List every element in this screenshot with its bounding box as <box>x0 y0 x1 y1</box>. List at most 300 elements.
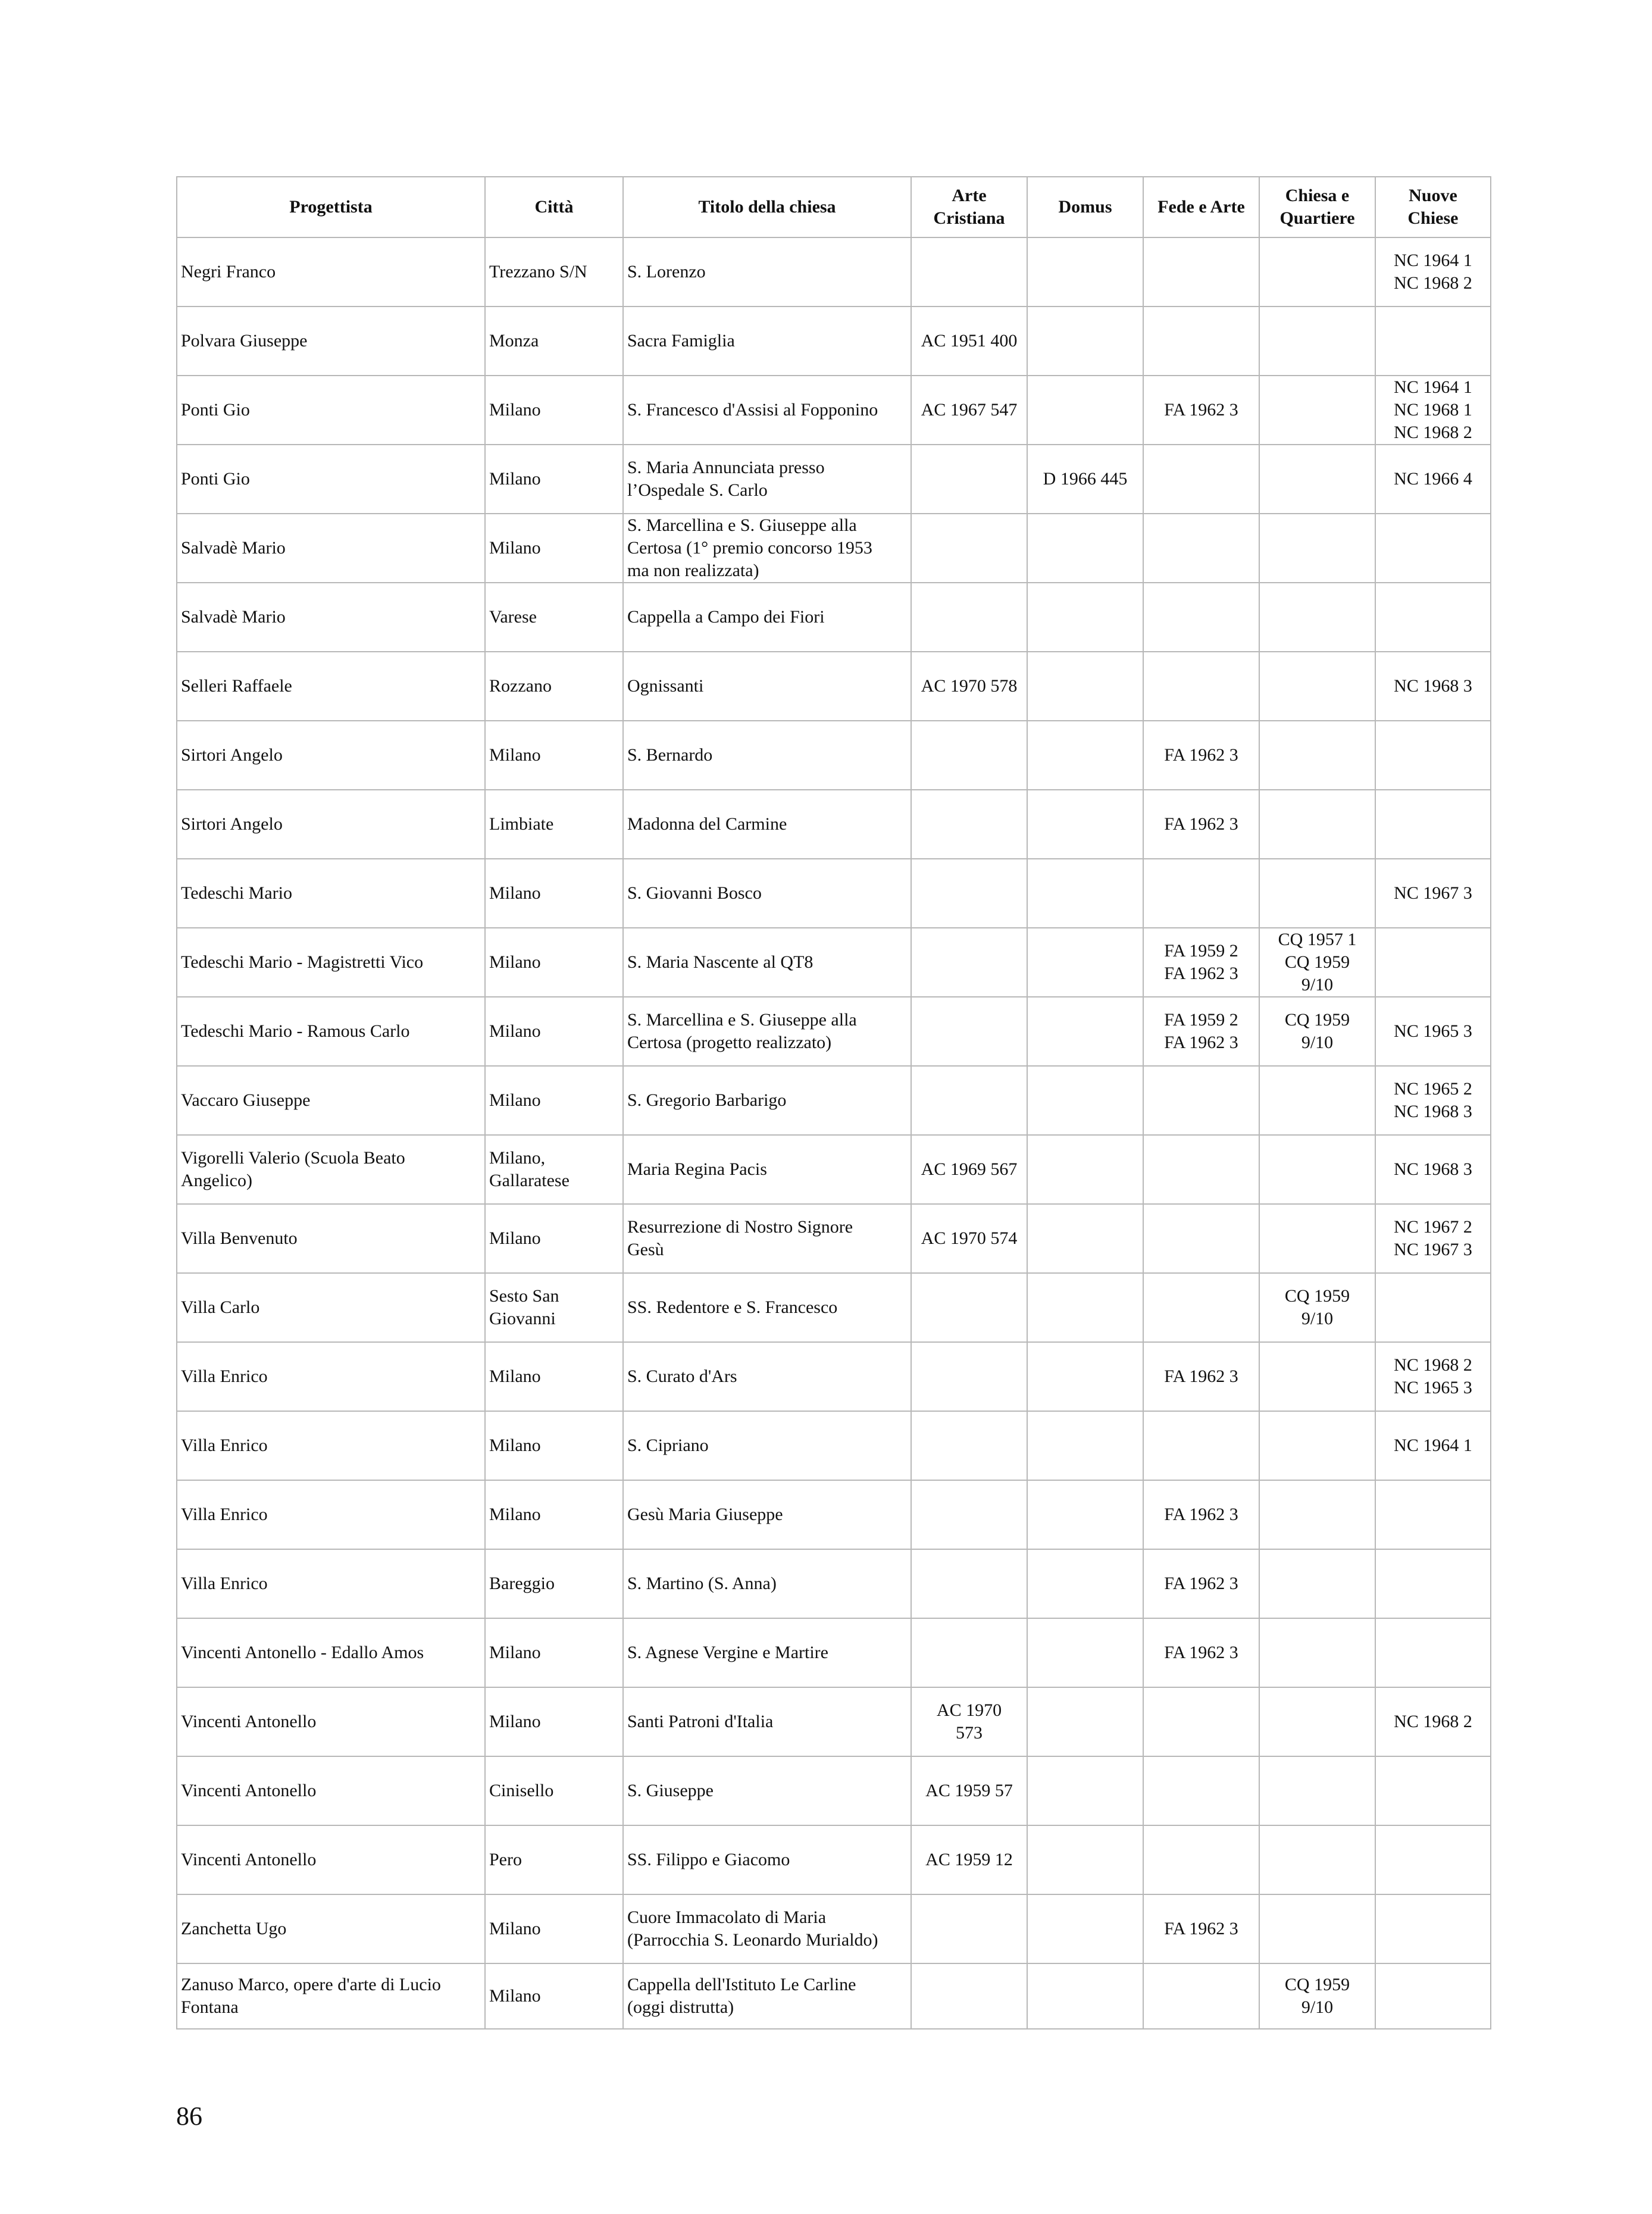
table-cell <box>623 652 911 721</box>
table-cell <box>1259 1204 1375 1273</box>
table-cell <box>485 652 623 721</box>
table-cell <box>1027 376 1143 445</box>
table-cell <box>485 445 623 514</box>
table-cell <box>485 1204 623 1273</box>
table-cell <box>911 307 1027 376</box>
table-cell <box>1259 790 1375 859</box>
cell-text: AC 1970 573 <box>936 1700 1002 1743</box>
table-cell <box>623 859 911 928</box>
column-header-label: Progettista <box>289 197 373 217</box>
table-cell <box>1375 1066 1491 1135</box>
table-cell <box>1027 859 1143 928</box>
table-cell <box>911 997 1027 1066</box>
table-cell <box>623 790 911 859</box>
table-cell <box>485 376 623 445</box>
cell-text: Sesto San Giovanni <box>489 1286 559 1328</box>
cell-text: Cuore Immacolato di Maria (Parrocchia S. Leonardo Murialdo) <box>627 1907 878 1950</box>
table-cell <box>485 1687 623 1756</box>
table-cell <box>1143 1825 1259 1894</box>
table-cell <box>1027 237 1143 307</box>
cell-text: Monza <box>489 331 539 351</box>
cell-text: Vincenti Antonello <box>181 1781 317 1800</box>
table-cell <box>1027 1480 1143 1549</box>
column-header-label: Nuove Chiese <box>1407 186 1459 228</box>
cell-text: Ponti Gio <box>181 400 250 420</box>
table-cell <box>1143 928 1259 997</box>
table-cell <box>1375 928 1491 997</box>
table-cell <box>1375 1204 1491 1273</box>
table-cell <box>485 997 623 1066</box>
cell-text: CQ 1959 9/10 <box>1284 1286 1350 1328</box>
cell-text: Tedeschi Mario <box>181 883 293 903</box>
table-row <box>177 1273 1491 1342</box>
cell-text: Milano <box>489 1228 541 1248</box>
cell-text: Milano <box>489 952 541 972</box>
table-cell <box>485 1618 623 1687</box>
table-cell <box>911 859 1027 928</box>
table-row <box>177 1549 1491 1618</box>
cell-text: Milano <box>489 883 541 903</box>
cell-text: FA 1962 3 <box>1164 1505 1238 1524</box>
table-cell <box>1375 1273 1491 1342</box>
table-row <box>177 1204 1491 1273</box>
cell-text: SS. Redentore e S. Francesco <box>627 1297 838 1317</box>
table-cell <box>1143 1342 1259 1411</box>
cell-text: FA 1962 3 <box>1164 745 1238 765</box>
table-cell <box>911 1342 1027 1411</box>
table-cell <box>177 1963 485 2029</box>
cell-text: Zanchetta Ugo <box>181 1919 287 1938</box>
table-cell <box>1143 1204 1259 1273</box>
page-number: 86 <box>176 2102 202 2131</box>
table-cell <box>177 583 485 652</box>
table-cell <box>1259 928 1375 997</box>
cell-text: Milano <box>489 1090 541 1110</box>
table-cell <box>1375 790 1491 859</box>
table-row <box>177 514 1491 583</box>
table-cell <box>1027 583 1143 652</box>
cell-text: Trezzano S/N <box>489 262 587 282</box>
table-cell <box>1259 1894 1375 1963</box>
table-cell <box>1027 1066 1143 1135</box>
table-cell <box>1375 1825 1491 1894</box>
table-row <box>177 652 1491 721</box>
table-cell <box>1259 1825 1375 1894</box>
table-cell <box>1143 1756 1259 1825</box>
cell-text: NC 1968 3 <box>1394 1159 1472 1179</box>
table-cell <box>177 1204 485 1273</box>
table-cell <box>911 1135 1027 1204</box>
table-cell <box>1143 997 1259 1066</box>
table-cell <box>1143 1273 1259 1342</box>
table-cell <box>1027 445 1143 514</box>
table-cell <box>1259 1756 1375 1825</box>
column-header-label: Città <box>534 197 574 217</box>
table-cell <box>623 1756 911 1825</box>
table-cell <box>1143 583 1259 652</box>
table-cell <box>911 1756 1027 1825</box>
cell-text: S. Gregorio Barbarigo <box>627 1090 787 1110</box>
table-cell <box>177 445 485 514</box>
cell-text: NC 1967 2 NC 1967 3 <box>1394 1217 1472 1259</box>
cell-text: Madonna del Carmine <box>627 814 787 834</box>
cell-text: Milano <box>489 745 541 765</box>
table-row <box>177 583 1491 652</box>
table-cell <box>485 1894 623 1963</box>
table-cell <box>623 376 911 445</box>
table-cell <box>623 1135 911 1204</box>
cell-text: Rozzano <box>489 676 552 696</box>
table-cell <box>485 1411 623 1480</box>
cell-text: FA 1962 3 <box>1164 400 1238 420</box>
table-cell <box>623 237 911 307</box>
table-row <box>177 376 1491 445</box>
cell-text: Maria Regina Pacis <box>627 1159 767 1179</box>
table-cell <box>1259 1618 1375 1687</box>
cell-text: Villa Enrico <box>181 1436 268 1455</box>
table-cell <box>485 514 623 583</box>
cell-text: Milano <box>489 469 541 489</box>
table-row <box>177 928 1491 997</box>
cell-text: Santi Patroni d'Italia <box>627 1712 774 1731</box>
cell-text: Cappella dell'Istituto Le Carline (oggi distrutta) <box>627 1975 856 2017</box>
cell-text: Villa Benvenuto <box>181 1228 298 1248</box>
table-cell <box>911 928 1027 997</box>
table-cell <box>1143 1894 1259 1963</box>
cell-text: Milano <box>489 1919 541 1938</box>
table-row <box>177 445 1491 514</box>
table-cell <box>911 1894 1027 1963</box>
table-cell <box>1375 1549 1491 1618</box>
cell-text: AC 1969 567 <box>921 1159 1018 1179</box>
table-cell <box>177 514 485 583</box>
cell-text: Ognissanti <box>627 676 704 696</box>
cell-text: FA 1962 3 <box>1164 1919 1238 1938</box>
table-cell <box>911 376 1027 445</box>
table-row <box>177 1411 1491 1480</box>
table-cell <box>485 1480 623 1549</box>
table-cell <box>1259 1066 1375 1135</box>
cell-text: S. Francesco d'Assisi al Fopponino <box>627 400 878 420</box>
table-cell <box>1375 1135 1491 1204</box>
table-cell <box>1259 652 1375 721</box>
table-cell <box>1259 307 1375 376</box>
table-cell <box>623 1273 911 1342</box>
table-cell <box>1259 1687 1375 1756</box>
column-header-label: Arte Cristiana <box>933 186 1005 228</box>
table-cell <box>485 237 623 307</box>
cell-text: Sacra Famiglia <box>627 331 735 351</box>
table-cell <box>1027 1204 1143 1273</box>
nuove-chiese-header <box>1375 177 1491 237</box>
cell-text: Milano <box>489 1021 541 1041</box>
table-cell <box>177 1480 485 1549</box>
table-cell <box>911 1066 1027 1135</box>
table-cell <box>1375 1411 1491 1480</box>
table-cell <box>1027 652 1143 721</box>
table-cell <box>177 1135 485 1204</box>
table-cell <box>177 1825 485 1894</box>
table-cell <box>1027 790 1143 859</box>
cell-text: Selleri Raffaele <box>181 676 292 696</box>
table-row <box>177 1825 1491 1894</box>
cell-text: Milano <box>489 1712 541 1731</box>
table-cell <box>1375 859 1491 928</box>
table-cell <box>1259 859 1375 928</box>
cell-text: NC 1964 1 NC 1968 1 NC 1968 2 <box>1394 377 1472 442</box>
cell-text: AC 1959 12 <box>925 1850 1013 1869</box>
cell-text: AC 1951 400 <box>921 331 1018 351</box>
table-cell <box>1143 1687 1259 1756</box>
cell-text: AC 1967 547 <box>921 400 1018 420</box>
table-cell <box>177 928 485 997</box>
cell-text: S. Bernardo <box>627 745 713 765</box>
table-header-row <box>177 177 1491 237</box>
table-cell <box>1143 1618 1259 1687</box>
cell-text: Milano <box>489 1366 541 1386</box>
table-cell <box>1259 997 1375 1066</box>
table-cell <box>1143 721 1259 790</box>
table-cell <box>177 376 485 445</box>
cell-text: AC 1970 578 <box>921 676 1018 696</box>
table-cell <box>1143 1135 1259 1204</box>
churches-table <box>176 176 1491 2030</box>
table-cell <box>1143 514 1259 583</box>
table-cell <box>911 1480 1027 1549</box>
table-cell <box>1375 1342 1491 1411</box>
table-cell <box>911 1618 1027 1687</box>
table-cell <box>623 1549 911 1618</box>
cell-text: Bareggio <box>489 1574 555 1593</box>
table-cell <box>1143 445 1259 514</box>
table-cell <box>1027 997 1143 1066</box>
cell-text: Limbiate <box>489 814 554 834</box>
table-cell <box>1375 997 1491 1066</box>
table-row <box>177 307 1491 376</box>
table-cell <box>177 307 485 376</box>
table-cell <box>177 1342 485 1411</box>
table-cell <box>623 928 911 997</box>
table-cell <box>623 1894 911 1963</box>
table-cell <box>1143 307 1259 376</box>
table-cell <box>1027 1687 1143 1756</box>
cell-text: NC 1965 2 NC 1968 3 <box>1394 1079 1472 1121</box>
table-cell <box>1259 514 1375 583</box>
table-cell <box>911 237 1027 307</box>
cell-text: Salvadè Mario <box>181 538 286 558</box>
table-cell <box>485 1963 623 2029</box>
cell-text: Milano <box>489 538 541 558</box>
table-cell <box>623 721 911 790</box>
table-body <box>177 237 1491 2029</box>
table-cell <box>177 1273 485 1342</box>
cell-text: Pero <box>489 1850 522 1869</box>
table-cell <box>177 859 485 928</box>
table-cell <box>1027 1135 1143 1204</box>
cell-text: Polvara Giuseppe <box>181 331 308 351</box>
cell-text: Milano <box>489 1505 541 1524</box>
cell-text: SS. Filippo e Giacomo <box>627 1850 790 1869</box>
cell-text: CQ 1959 9/10 <box>1284 1975 1350 2017</box>
cell-text: NC 1966 4 <box>1394 469 1472 489</box>
cell-text: Villa Enrico <box>181 1505 268 1524</box>
cell-text: Vincenti Antonello - Edallo Amos <box>181 1643 424 1662</box>
table-cell <box>911 1963 1027 2029</box>
cell-text: Milano <box>489 1436 541 1455</box>
table-cell <box>623 1342 911 1411</box>
cell-text: Milano <box>489 1986 541 2006</box>
cell-text: Milano <box>489 400 541 420</box>
table-cell <box>1027 1894 1143 1963</box>
cell-text: Tedeschi Mario - Magistretti Vico <box>181 952 424 972</box>
table-cell <box>177 721 485 790</box>
table-cell <box>1027 1756 1143 1825</box>
table-cell <box>1027 721 1143 790</box>
table-cell <box>485 1342 623 1411</box>
cell-text: FA 1962 3 <box>1164 814 1238 834</box>
table-row <box>177 1756 1491 1825</box>
table-cell <box>177 1687 485 1756</box>
cell-text: Resurrezione di Nostro Signore Gesù <box>627 1217 853 1259</box>
table-cell <box>1027 514 1143 583</box>
table-cell <box>177 790 485 859</box>
table-cell <box>1259 583 1375 652</box>
table-cell <box>177 237 485 307</box>
cell-text: FA 1962 3 <box>1164 1643 1238 1662</box>
table-cell <box>177 997 485 1066</box>
table-row <box>177 721 1491 790</box>
table-row <box>177 1480 1491 1549</box>
table-cell <box>1375 652 1491 721</box>
table-cell <box>1259 237 1375 307</box>
table-cell <box>1259 1411 1375 1480</box>
table-cell <box>1259 1273 1375 1342</box>
table-row <box>177 1963 1491 2029</box>
cell-text: Villa Enrico <box>181 1574 268 1593</box>
table-cell <box>1375 1963 1491 2029</box>
table-cell <box>1259 376 1375 445</box>
cell-text: S. Maria Nascente al QT8 <box>627 952 814 972</box>
table-cell <box>1027 1825 1143 1894</box>
table-cell <box>911 790 1027 859</box>
cell-text: NC 1968 2 NC 1965 3 <box>1394 1355 1472 1397</box>
table-cell <box>1027 928 1143 997</box>
cell-text: Ponti Gio <box>181 469 250 489</box>
fede-e-arte-header <box>1143 177 1259 237</box>
cell-text: Sirtori Angelo <box>181 745 283 765</box>
cell-text: S. Marcellina e S. Giuseppe alla Certosa (progetto realizzato) <box>627 1010 857 1052</box>
table-cell <box>1027 1963 1143 2029</box>
cell-text: S. Martino (S. Anna) <box>627 1574 777 1593</box>
cell-text: Milano, Gallaratese <box>489 1148 570 1190</box>
cell-text: S. Giovanni Bosco <box>627 883 762 903</box>
table-cell <box>911 721 1027 790</box>
table-cell <box>623 514 911 583</box>
table-cell <box>485 1066 623 1135</box>
table-cell <box>1375 1687 1491 1756</box>
table-cell <box>623 997 911 1066</box>
table-cell <box>1027 1411 1143 1480</box>
table-cell <box>485 721 623 790</box>
table-cell <box>911 514 1027 583</box>
table-row <box>177 1135 1491 1204</box>
cell-text: S. Agnese Vergine e Martire <box>627 1643 828 1662</box>
titolo-header <box>623 177 911 237</box>
table-cell <box>485 1273 623 1342</box>
table-cell <box>1143 1963 1259 2029</box>
table-cell <box>1259 1549 1375 1618</box>
progettista-header <box>177 177 485 237</box>
table-cell <box>1143 859 1259 928</box>
column-header-label: Fede e Arte <box>1157 197 1245 217</box>
table-cell <box>1375 445 1491 514</box>
table-cell <box>911 1273 1027 1342</box>
table-cell <box>1027 307 1143 376</box>
cell-text: Zanuso Marco, opere d'arte di Lucio Fontana <box>181 1975 441 2017</box>
cell-text: NC 1967 3 <box>1394 883 1472 903</box>
table-cell <box>1259 721 1375 790</box>
column-header-label: Chiesa e Quartiere <box>1279 186 1355 228</box>
table-cell <box>911 1687 1027 1756</box>
table-cell <box>1143 652 1259 721</box>
table-cell <box>1259 445 1375 514</box>
cell-text: D 1966 445 <box>1043 469 1128 489</box>
table-row <box>177 237 1491 307</box>
cell-text: Salvadè Mario <box>181 607 286 627</box>
table-cell <box>177 1756 485 1825</box>
cell-text: S. Marcellina e S. Giuseppe alla Certosa (1° premio concorso 1953 ma non realizzata) <box>627 515 872 580</box>
table-cell <box>177 1549 485 1618</box>
chiesa-e-quartiere-header <box>1259 177 1375 237</box>
table-cell <box>485 1825 623 1894</box>
table-row <box>177 1342 1491 1411</box>
cell-text: NC 1964 1 NC 1968 2 <box>1394 251 1472 293</box>
table-cell <box>485 307 623 376</box>
cell-text: Cappella a Campo dei Fiori <box>627 607 825 627</box>
cell-text: Vincenti Antonello <box>181 1850 317 1869</box>
table-cell <box>1143 376 1259 445</box>
table-cell <box>623 1618 911 1687</box>
cell-text: AC 1959 57 <box>925 1781 1013 1800</box>
cell-text: FA 1959 2 FA 1962 3 <box>1164 941 1238 983</box>
table-cell <box>177 1894 485 1963</box>
table-cell <box>485 1135 623 1204</box>
table-cell <box>1375 237 1491 307</box>
table-cell <box>1375 514 1491 583</box>
table-cell <box>623 1963 911 2029</box>
table-row <box>177 859 1491 928</box>
table-cell <box>623 1204 911 1273</box>
cell-text: Villa Enrico <box>181 1366 268 1386</box>
table-cell <box>911 652 1027 721</box>
table-row <box>177 1687 1491 1756</box>
arte-cristiana-header <box>911 177 1027 237</box>
table-cell <box>623 583 911 652</box>
table-cell <box>1143 1066 1259 1135</box>
cell-text: Vincenti Antonello <box>181 1712 317 1731</box>
table-cell <box>1027 1549 1143 1618</box>
table-cell <box>623 1687 911 1756</box>
cell-text: S. Maria Annunciata presso l’Ospedale S. Carlo <box>627 458 825 500</box>
table-cell <box>1027 1618 1143 1687</box>
table-cell <box>1143 1411 1259 1480</box>
table-cell <box>485 859 623 928</box>
table-row <box>177 790 1491 859</box>
citta-header <box>485 177 623 237</box>
table-row <box>177 1618 1491 1687</box>
table-cell <box>911 583 1027 652</box>
table-cell <box>177 1411 485 1480</box>
